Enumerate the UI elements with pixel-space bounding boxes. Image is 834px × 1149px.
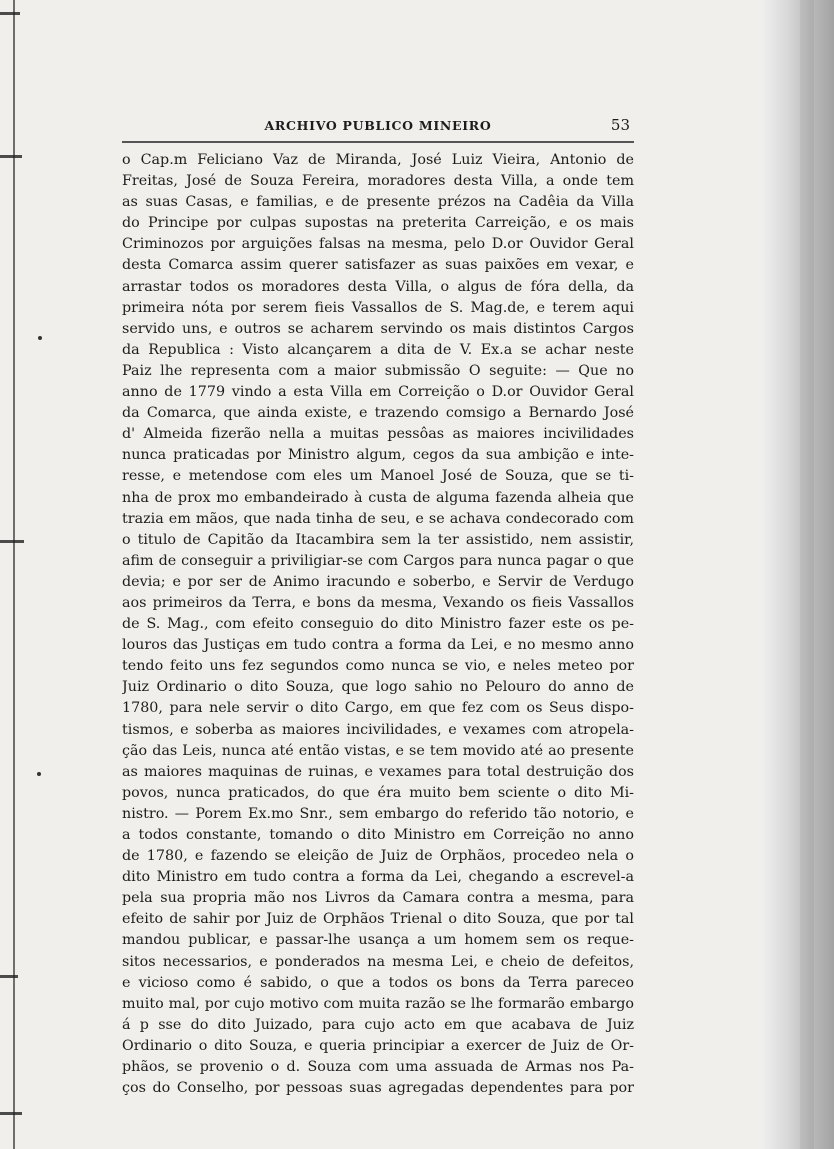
- text-line: d' Almeida fizerão nella a muitas pessôas as maiores incivilidades: [122, 426, 634, 443]
- text-line: as maiores maquinas de ruinas, e vexames para total destruição dos: [122, 763, 634, 780]
- text-line: ção das Leis, nunca até então vistas, e se tem movido até ao presente: [122, 742, 634, 759]
- text-line: o titulo de Capitão da Itacambira sem la ter assistido, nem assistir,: [122, 531, 634, 548]
- text-line: dito Ministro em tudo contra a forma da Lei, chegando a escrevel-a: [122, 869, 634, 886]
- text-line: de 1780, e fazendo se eleição de Juiz de Orphãos, procedeo nela o: [122, 848, 634, 865]
- text-line: arrastar todos os moradores desta Villa, o algus de fóra della, da: [122, 278, 634, 295]
- text-line: servido uns, e outros se acharem servindo os mais distintos Cargos: [122, 320, 634, 337]
- text-line: Juiz Ordinario o dito Souza, que logo sahio no Pelouro do anno de: [122, 679, 634, 696]
- running-head: [122, 116, 634, 140]
- text-line: resse, e metendose com eles um Manoel José de Souza, que se ti-: [122, 468, 634, 485]
- text-line: á p sse do dito Juizado, para cujo acto em que acabava de Juiz: [122, 1016, 634, 1033]
- text-line: muito mal, por cujo motivo com muita razão se lhe formarão embargo: [122, 995, 634, 1012]
- text-line: aos primeiros da Terra, e bons da mesma, Vexando os fieis Vassallos: [122, 594, 634, 611]
- text-line: louros das Justiças em tudo contra a forma da Lei, e no mesmo anno: [122, 637, 634, 654]
- text-line: pela sua propria mão nos Livros da Camara contra a mesma, para: [122, 890, 634, 907]
- margin-mark: [0, 155, 22, 158]
- text-line: Paiz lhe representa com a maior submissão O seguite: — Que no: [122, 362, 634, 379]
- text-line: Criminozos por arguições falsas na mesma, pelo D.or Ouvidor Geral: [122, 236, 634, 253]
- text-line: Freitas, José de Souza Fereira, moradores desta Villa, a onde tem: [122, 173, 634, 190]
- text-line: as suas Casas, e familias, e de presente prézos na Cadêia da Villa: [122, 194, 634, 211]
- text-line: da Comarca, que ainda existe, e trazendo comsigo a Bernardo José: [122, 405, 634, 422]
- text-line: do Principe por culpas supostas na preterita Carreição, e os mais: [122, 215, 634, 232]
- text-line: 1780, para nele servir o dito Cargo, em que fez com os Seus dispo-: [122, 700, 634, 717]
- margin-mark: [0, 540, 24, 543]
- margin-mark: [0, 12, 20, 15]
- text-line: desta Comarca assim querer satisfazer as suas paixões em vexar, e: [122, 257, 634, 274]
- text-line: mandou publicar, e passar-lhe usança a um homem sem os reque-: [122, 932, 634, 949]
- margin-mark: [0, 975, 18, 978]
- text-line: tendo feito uns fez segundos como nunca se vio, e neles meteo por: [122, 658, 634, 675]
- text-line: afim de conseguir a priviligiar-se com Cargos para nunca pagar o que: [122, 552, 634, 569]
- text-line: sitos necessarios, e ponderados na mesma Lei, e cheio de defeitos,: [122, 953, 634, 970]
- header-rule: [122, 141, 634, 143]
- text-line: e vicioso como é sabido, o que a todos os bons da Terra pareceo: [122, 974, 634, 991]
- text-line: povos, nunca praticados, do que éra muito bem sciente o dito Mi-: [122, 784, 634, 801]
- text-line: ços do Conselho, por pessoas suas agregadas dependentes para por: [122, 1080, 634, 1097]
- text-line: devia; e por ser de Animo iracundo e soberbo, e Servir de Verdugo: [122, 573, 634, 590]
- body-text: [122, 150, 634, 1099]
- text-line: anno de 1779 vindo a esta Villa em Correição o D.or Ouvidor Geral: [122, 384, 634, 401]
- text-line: primeira nóta por serem fieis Vassallos de S. Mag.de, e terem aqui: [122, 299, 634, 316]
- text-line: a todos constante, tomando o dito Ministro em Correição no anno: [122, 827, 634, 843]
- text-line: Ordinario o dito Souza, e queria principiar a exercer de Juiz de Or-: [122, 1037, 634, 1054]
- text-line: phãos, se provenio o d. Souza com uma assuada de Armas nos Pa-: [122, 1059, 634, 1076]
- page-number: 53: [610, 116, 630, 134]
- text-line: nha de prox mo embandeirado à custa de alguma fazenda alheia que: [122, 489, 634, 506]
- text-line: da Republica : Visto alcançarem a dita de V. Ex.a se achar neste: [122, 341, 634, 358]
- text-line: efeito de sahir por Juiz de Orphãos Trienal o dito Souza, que por tal: [122, 911, 634, 928]
- page-gutter-shadow: [762, 0, 834, 1149]
- text-line: de S. Mag., com efeito conseguio do dito Ministro fazer este os pe-: [122, 616, 634, 633]
- text-line: nistro. — Porem Ex.mo Snr., sem embargo do referido tão notorio, e: [122, 805, 634, 822]
- text-line: o Cap.m Feliciano Vaz de Miranda, José Luiz Vieira, Antonio de: [122, 152, 634, 168]
- running-head-title: ARCHIVO PUBLICO MINEIRO: [264, 118, 492, 133]
- margin-mark: [0, 1112, 22, 1115]
- text-line: trazia em mãos, que nada tinha de seu, e se achava condecorado com: [122, 510, 634, 527]
- text-line: tismos, e soberba as maiores incivilidades, e vexames com atropela-: [122, 721, 634, 738]
- margin-speck: [38, 336, 42, 340]
- text-line: nunca praticadas por Ministro algum, cegos da sua ambição e inte-: [122, 447, 634, 464]
- margin-speck: [37, 772, 41, 776]
